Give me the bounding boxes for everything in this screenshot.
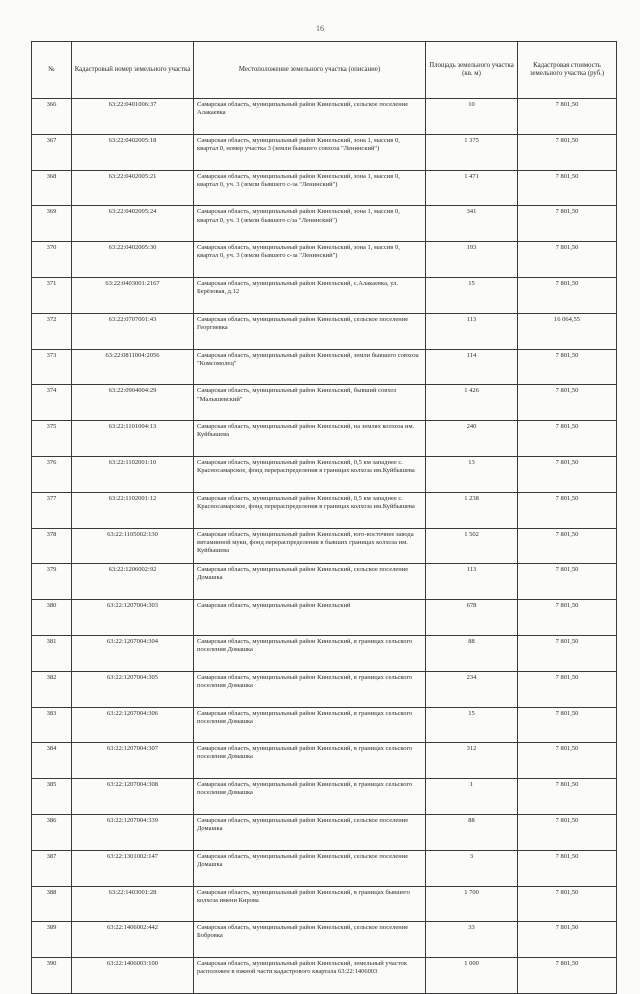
row-number: 371 bbox=[32, 277, 72, 313]
location-description: Самарская область, муниципальный район Кинельский, бывший совхоз "Малышевский" bbox=[194, 385, 426, 421]
land-registry-table bbox=[31, 41, 617, 994]
location-description: Самарская область, муниципальный район Кинельский, сельское поселение Алакаевка bbox=[194, 99, 426, 135]
table-row bbox=[32, 886, 617, 922]
row-number: 390 bbox=[32, 958, 72, 994]
location-description: Самарская область, муниципальный район Кинельский bbox=[194, 600, 426, 636]
table-row bbox=[32, 349, 617, 385]
cadastral-number: 63:22:1105002:130 bbox=[72, 528, 194, 564]
area-sq-m: 1 700 bbox=[426, 886, 518, 922]
table-row bbox=[32, 528, 617, 564]
cadastral-number: 63:22:1207004:306 bbox=[72, 707, 194, 743]
cadastral-value: 7 801,50 bbox=[518, 528, 617, 564]
table-body bbox=[32, 99, 617, 994]
cadastral-number: 63:22:0401006:37 bbox=[72, 99, 194, 135]
location-description: Самарская область, муниципальный район Кинельский, в границах бывшего колхоза имени Кирова bbox=[194, 886, 426, 922]
location-description: Самарская область, муниципальный район Кинельский, на землях колхоза им. Куйбышева bbox=[194, 421, 426, 457]
cadastral-value: 7 801,50 bbox=[518, 564, 617, 600]
row-number: 376 bbox=[32, 456, 72, 492]
table-row bbox=[32, 707, 617, 743]
area-sq-m: 88 bbox=[426, 635, 518, 671]
table-row bbox=[32, 958, 617, 994]
area-sq-m: 15 bbox=[426, 707, 518, 743]
area-sq-m: 193 bbox=[426, 242, 518, 278]
cadastral-number: 63:22:0402005:24 bbox=[72, 206, 194, 242]
area-sq-m: 312 bbox=[426, 743, 518, 779]
area-sq-m: 113 bbox=[426, 313, 518, 349]
area-sq-m: 3 bbox=[426, 850, 518, 886]
row-number: 369 bbox=[32, 206, 72, 242]
location-description: Самарская область, муниципальный район Кинельский, 0,5 км западнее с. Красносамарское, фонд перераспределения в границах колхоза им.Куйбышева bbox=[194, 456, 426, 492]
cadastral-value: 7 801,50 bbox=[518, 600, 617, 636]
cadastral-number: 63:22:1206002:92 bbox=[72, 564, 194, 600]
cadastral-value: 7 801,50 bbox=[518, 206, 617, 242]
cadastral-value: 7 801,50 bbox=[518, 671, 617, 707]
header-cadastral: Кадастровый номер земельного участка bbox=[72, 42, 194, 99]
cadastral-value: 7 801,50 bbox=[518, 635, 617, 671]
area-sq-m: 1 000 bbox=[426, 958, 518, 994]
cadastral-number: 63:22:1207004:307 bbox=[72, 743, 194, 779]
area-sq-m: 678 bbox=[426, 600, 518, 636]
row-number: 387 bbox=[32, 850, 72, 886]
area-sq-m: 33 bbox=[426, 922, 518, 958]
location-description: Самарская область, муниципальный район Кинельский, сельское поселение Георгиевка bbox=[194, 313, 426, 349]
table-row bbox=[32, 313, 617, 349]
location-description: Самарская область, муниципальный район Кинельский, сельское поселение Домашка bbox=[194, 564, 426, 600]
cadastral-value: 7 801,50 bbox=[518, 779, 617, 815]
row-number: 378 bbox=[32, 528, 72, 564]
location-description: Самарская область, муниципальный район Кинельский, зона 1, массив 0, квартал 0, уч. 3 (земли бывшего с-за "Ленинский") bbox=[194, 242, 426, 278]
area-sq-m: 1 502 bbox=[426, 528, 518, 564]
row-number: 379 bbox=[32, 564, 72, 600]
cadastral-value: 7 801,50 bbox=[518, 456, 617, 492]
cadastral-value: 7 801,50 bbox=[518, 492, 617, 528]
table-row bbox=[32, 242, 617, 278]
cadastral-value: 7 801,50 bbox=[518, 958, 617, 994]
table-row bbox=[32, 671, 617, 707]
location-description: Самарская область, муниципальный район Кинельский, сельское поселение Домашка bbox=[194, 814, 426, 850]
cadastral-value: 16 064,55 bbox=[518, 313, 617, 349]
row-number: 377 bbox=[32, 492, 72, 528]
area-sq-m: 113 bbox=[426, 564, 518, 600]
header-value: Кадастровая стоимость земельного участка (руб.) bbox=[518, 42, 617, 99]
table-row bbox=[32, 814, 617, 850]
row-number: 374 bbox=[32, 385, 72, 421]
header-area: Площадь земельного участка (кв. м) bbox=[426, 42, 518, 99]
location-description: Самарская область, муниципальный район Кинельский, юго-восточнее завода витаминной муки, фонд перераспределения в бывших границах колхоза им. Куйбышева bbox=[194, 528, 426, 564]
row-number: 381 bbox=[32, 635, 72, 671]
location-description: Самарская область, муниципальный район Кинельский, 0,5 км западнее с. Красносамарское, фонд перераспределения в границах колхоза им.Куйбышева bbox=[194, 492, 426, 528]
row-number: 375 bbox=[32, 421, 72, 457]
area-sq-m: 114 bbox=[426, 349, 518, 385]
cadastral-number: 63:22:0811004:2056 bbox=[72, 349, 194, 385]
area-sq-m: 1 bbox=[426, 779, 518, 815]
area-sq-m: 1 426 bbox=[426, 385, 518, 421]
cadastral-number: 63:22:0402005:21 bbox=[72, 170, 194, 206]
table-row bbox=[32, 170, 617, 206]
table-row bbox=[32, 850, 617, 886]
row-number: 386 bbox=[32, 814, 72, 850]
cadastral-number: 63:22:1102001:10 bbox=[72, 456, 194, 492]
cadastral-number: 63:22:0707001:43 bbox=[72, 313, 194, 349]
area-sq-m: 10 bbox=[426, 99, 518, 135]
cadastral-number: 63:22:1207004:339 bbox=[72, 814, 194, 850]
cadastral-value: 7 801,50 bbox=[518, 134, 617, 170]
area-sq-m: 13 bbox=[426, 456, 518, 492]
row-number: 372 bbox=[32, 313, 72, 349]
row-number: 380 bbox=[32, 600, 72, 636]
row-number: 370 bbox=[32, 242, 72, 278]
cadastral-number: 63:22:1403001:28 bbox=[72, 886, 194, 922]
location-description: Самарская область, муниципальный район Кинельский, земельный участок расположен в южной части кадастрового квартала 63:22:1406003 bbox=[194, 958, 426, 994]
cadastral-number: 63:22:1207004:303 bbox=[72, 600, 194, 636]
cadastral-value: 7 801,50 bbox=[518, 886, 617, 922]
cadastral-number: 63:22:0904004:29 bbox=[72, 385, 194, 421]
location-description: Самарская область, муниципальный район Кинельский, зона 1, массив 0, квартал 0, уч. 3 (земли бывшего с-за "Ленинский") bbox=[194, 170, 426, 206]
header-num: № bbox=[32, 42, 72, 99]
table-header-row bbox=[32, 42, 617, 99]
row-number: 383 bbox=[32, 707, 72, 743]
table-row bbox=[32, 564, 617, 600]
cadastral-number: 63:22:1207004:305 bbox=[72, 671, 194, 707]
row-number: 388 bbox=[32, 886, 72, 922]
cadastral-number: 63:22:1207004:304 bbox=[72, 635, 194, 671]
table-row bbox=[32, 922, 617, 958]
cadastral-number: 63:22:1207004:308 bbox=[72, 779, 194, 815]
area-sq-m: 234 bbox=[426, 671, 518, 707]
cadastral-number: 63:22:1101004:13 bbox=[72, 421, 194, 457]
location-description: Самарская область, муниципальный район Кинельский, сельское поселение Бобровка bbox=[194, 922, 426, 958]
cadastral-number: 63:22:1406003:100 bbox=[72, 958, 194, 994]
row-number: 382 bbox=[32, 671, 72, 707]
cadastral-number: 63:22:1301002:147 bbox=[72, 850, 194, 886]
cadastral-value: 7 801,50 bbox=[518, 850, 617, 886]
cadastral-value: 7 801,50 bbox=[518, 814, 617, 850]
location-description: Самарская область, муниципальный район Кинельский, сельское поселение Домашка bbox=[194, 850, 426, 886]
cadastral-number: 63:22:1102001:12 bbox=[72, 492, 194, 528]
cadastral-value: 7 801,50 bbox=[518, 922, 617, 958]
cadastral-number: 63:22:1406002:442 bbox=[72, 922, 194, 958]
area-sq-m: 1 471 bbox=[426, 170, 518, 206]
location-description: Самарская область, муниципальный район Кинельский, в границах сельского поселения Домашка bbox=[194, 671, 426, 707]
table-row bbox=[32, 385, 617, 421]
location-description: Самарская область, муниципальный район Кинельский, в границах сельского поселения Домашка bbox=[194, 743, 426, 779]
cadastral-value: 7 801,50 bbox=[518, 385, 617, 421]
cadastral-value: 7 801,50 bbox=[518, 421, 617, 457]
row-number: 366 bbox=[32, 99, 72, 135]
cadastral-value: 7 801,50 bbox=[518, 707, 617, 743]
table-row bbox=[32, 779, 617, 815]
cadastral-value: 7 801,50 bbox=[518, 277, 617, 313]
table-row bbox=[32, 99, 617, 135]
header-location: Местоположение земельного участка (описание) bbox=[194, 42, 426, 99]
page-number: 16 bbox=[316, 24, 324, 33]
table-row bbox=[32, 600, 617, 636]
location-description: Самарская область, муниципальный район Кинельский, с.Алакаевка, ул. Берёзовая, д.12 bbox=[194, 277, 426, 313]
table-row bbox=[32, 421, 617, 457]
area-sq-m: 1 375 bbox=[426, 134, 518, 170]
area-sq-m: 1 238 bbox=[426, 492, 518, 528]
table-row bbox=[32, 743, 617, 779]
row-number: 385 bbox=[32, 779, 72, 815]
cadastral-value: 7 801,50 bbox=[518, 99, 617, 135]
location-description: Самарская область, муниципальный район Кинельский, в границах сельского поселения Домашка bbox=[194, 635, 426, 671]
cadastral-value: 7 801,50 bbox=[518, 349, 617, 385]
area-sq-m: 240 bbox=[426, 421, 518, 457]
table-row bbox=[32, 492, 617, 528]
table-row bbox=[32, 206, 617, 242]
location-description: Самарская область, муниципальный район Кинельский, зона 1, массив 0, квартал 0, уч. 3 (земли бывшего с/за "Ленинский") bbox=[194, 206, 426, 242]
location-description: Самарская область, муниципальный район Кинельский, земли бывшего совхоза "Комсомолец" bbox=[194, 349, 426, 385]
table-row bbox=[32, 277, 617, 313]
area-sq-m: 88 bbox=[426, 814, 518, 850]
row-number: 367 bbox=[32, 134, 72, 170]
row-number: 368 bbox=[32, 170, 72, 206]
table-row bbox=[32, 134, 617, 170]
location-description: Самарская область, муниципальный район Кинельский, зона 1, массив 0, квартал 0, номер участка 3 (земли бывшего совхоза "Ленинский") bbox=[194, 134, 426, 170]
table-row bbox=[32, 456, 617, 492]
row-number: 384 bbox=[32, 743, 72, 779]
cadastral-number: 63:22:0402005:18 bbox=[72, 134, 194, 170]
cadastral-number: 63:22:0402005:30 bbox=[72, 242, 194, 278]
cadastral-value: 7 801,50 bbox=[518, 242, 617, 278]
cadastral-value: 7 801,50 bbox=[518, 170, 617, 206]
location-description: Самарская область, муниципальный район Кинельский, в границах сельского поселения Домашка bbox=[194, 779, 426, 815]
cadastral-value: 7 801,50 bbox=[518, 743, 617, 779]
table-row bbox=[32, 635, 617, 671]
area-sq-m: 341 bbox=[426, 206, 518, 242]
row-number: 373 bbox=[32, 349, 72, 385]
location-description: Самарская область, муниципальный район Кинельский, в границах сельского поселения Домашка bbox=[194, 707, 426, 743]
row-number: 389 bbox=[32, 922, 72, 958]
cadastral-number: 63:22:0403001:2167 bbox=[72, 277, 194, 313]
area-sq-m: 15 bbox=[426, 277, 518, 313]
